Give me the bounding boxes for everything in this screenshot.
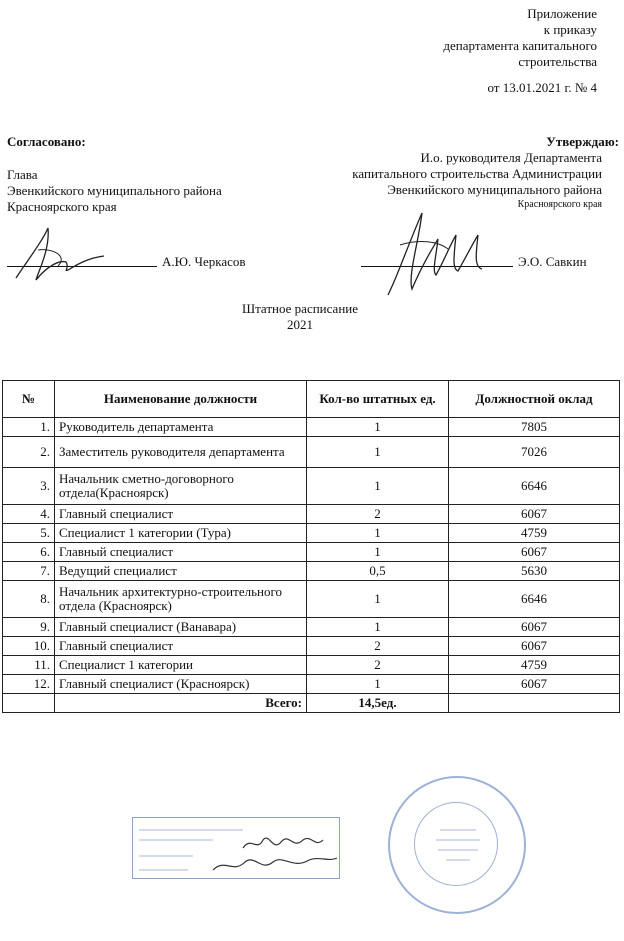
- table-row: [3, 637, 620, 656]
- table-row: [3, 437, 620, 468]
- appendix-line-5: от 13.01.2021 г. № 4: [487, 80, 597, 95]
- row-salary: 6646: [449, 468, 620, 505]
- appendix-line-1: Приложение: [527, 6, 597, 21]
- row-count: 1: [307, 581, 449, 618]
- row-count: 1: [307, 543, 449, 562]
- row-position: Руководитель департамента: [55, 418, 307, 437]
- table-total-row: [3, 694, 620, 713]
- table-row: [3, 468, 620, 505]
- table-row: [3, 656, 620, 675]
- row-position: Заместитель руководителя департамента: [55, 437, 307, 468]
- row-num: 6.: [3, 543, 55, 562]
- row-num: 5.: [3, 524, 55, 543]
- table-row: [3, 618, 620, 637]
- appendix-line-3: департамента капитального: [443, 38, 597, 53]
- row-salary: 5630: [449, 562, 620, 581]
- copy-stamp-handwriting: [133, 818, 339, 878]
- row-salary: 7805: [449, 418, 620, 437]
- header-num: №: [3, 381, 55, 418]
- appendix-line-4: строительства: [518, 54, 597, 69]
- appendix-block: [337, 6, 597, 96]
- approved-heading: Утверждаю:: [546, 134, 619, 149]
- table-row: [3, 505, 620, 524]
- document-title: Штатное расписание: [241, 301, 359, 316]
- header-position: Наименование должности: [55, 381, 307, 418]
- row-salary: 4759: [449, 656, 620, 675]
- agreed-position-1: Глава: [7, 167, 38, 182]
- row-position: Главный специалист: [55, 637, 307, 656]
- row-salary: 6646: [449, 581, 620, 618]
- row-num: 8.: [3, 581, 55, 618]
- row-count: 1: [307, 675, 449, 694]
- approved-position-3: Эвенкийского муниципального района: [387, 182, 602, 197]
- row-num: 11.: [3, 656, 55, 675]
- row-position: Главный специалист (Ванавара): [55, 618, 307, 637]
- row-position: Главный специалист (Красноярск): [55, 675, 307, 694]
- row-count: 1: [307, 468, 449, 505]
- row-count: 2: [307, 505, 449, 524]
- row-salary: 4759: [449, 524, 620, 543]
- round-stamp-marks: [390, 778, 524, 912]
- approved-position-2: капитального строительства Администрации: [352, 166, 602, 181]
- total-value: 14,5ед.: [307, 694, 449, 713]
- row-position: Ведущий специалист: [55, 562, 307, 581]
- row-position: Главный специалист: [55, 543, 307, 562]
- row-count: 2: [307, 637, 449, 656]
- staff-table: [2, 380, 620, 713]
- row-position: Начальник архитектурно-строительного отдела (Красноярск): [55, 581, 307, 618]
- table-row: [3, 675, 620, 694]
- table-row: [3, 562, 620, 581]
- table-row: [3, 581, 620, 618]
- row-count: 2: [307, 656, 449, 675]
- approved-signature: [378, 205, 508, 305]
- row-salary: 6067: [449, 618, 620, 637]
- row-position: Главный специалист: [55, 505, 307, 524]
- row-num: 7.: [3, 562, 55, 581]
- row-count: 0,5: [307, 562, 449, 581]
- row-count: 1: [307, 524, 449, 543]
- approved-position-4: Красноярского края: [517, 199, 602, 210]
- total-empty-cell: [449, 694, 620, 713]
- row-num: 4.: [3, 505, 55, 524]
- row-count: 1: [307, 618, 449, 637]
- copy-stamp: [132, 817, 340, 879]
- row-num: 10.: [3, 637, 55, 656]
- document-year: 2021: [287, 317, 313, 332]
- header-salary: Должностной оклад: [449, 381, 620, 418]
- approved-position-1: И.о. руководителя Департамента: [420, 150, 602, 165]
- row-count: 1: [307, 437, 449, 468]
- header-count: Кол-во штатных ед.: [307, 381, 449, 418]
- row-position: Начальник сметно-договорного отдела(Красноярск): [55, 468, 307, 505]
- row-salary: 7026: [449, 437, 620, 468]
- row-num: 1.: [3, 418, 55, 437]
- row-salary: 6067: [449, 637, 620, 656]
- row-salary: 6067: [449, 675, 620, 694]
- row-count: 1: [307, 418, 449, 437]
- agreed-name: А.Ю. Черкасов: [162, 254, 246, 269]
- table-row: [3, 543, 620, 562]
- table-row: [3, 524, 620, 543]
- agreed-position-3: Красноярского края: [7, 199, 117, 214]
- total-label: Всего:: [55, 694, 307, 713]
- row-num: 9.: [3, 618, 55, 637]
- row-salary: 6067: [449, 543, 620, 562]
- row-position: Специалист 1 категории: [55, 656, 307, 675]
- agreed-signature: [8, 220, 118, 290]
- table-row: [3, 418, 620, 437]
- row-position: Специалист 1 категории (Тура): [55, 524, 307, 543]
- table-header-row: [3, 381, 620, 418]
- agreed-heading: Согласовано:: [7, 134, 86, 149]
- row-num: 2.: [3, 437, 55, 468]
- agreed-position-2: Эвенкийского муниципального района: [7, 183, 222, 198]
- approved-name: Э.О. Савкин: [518, 254, 587, 269]
- round-stamp: [388, 776, 526, 914]
- total-empty-cell: [3, 694, 55, 713]
- row-num: 3.: [3, 468, 55, 505]
- row-num: 12.: [3, 675, 55, 694]
- appendix-line-2: к приказу: [543, 22, 597, 37]
- row-salary: 6067: [449, 505, 620, 524]
